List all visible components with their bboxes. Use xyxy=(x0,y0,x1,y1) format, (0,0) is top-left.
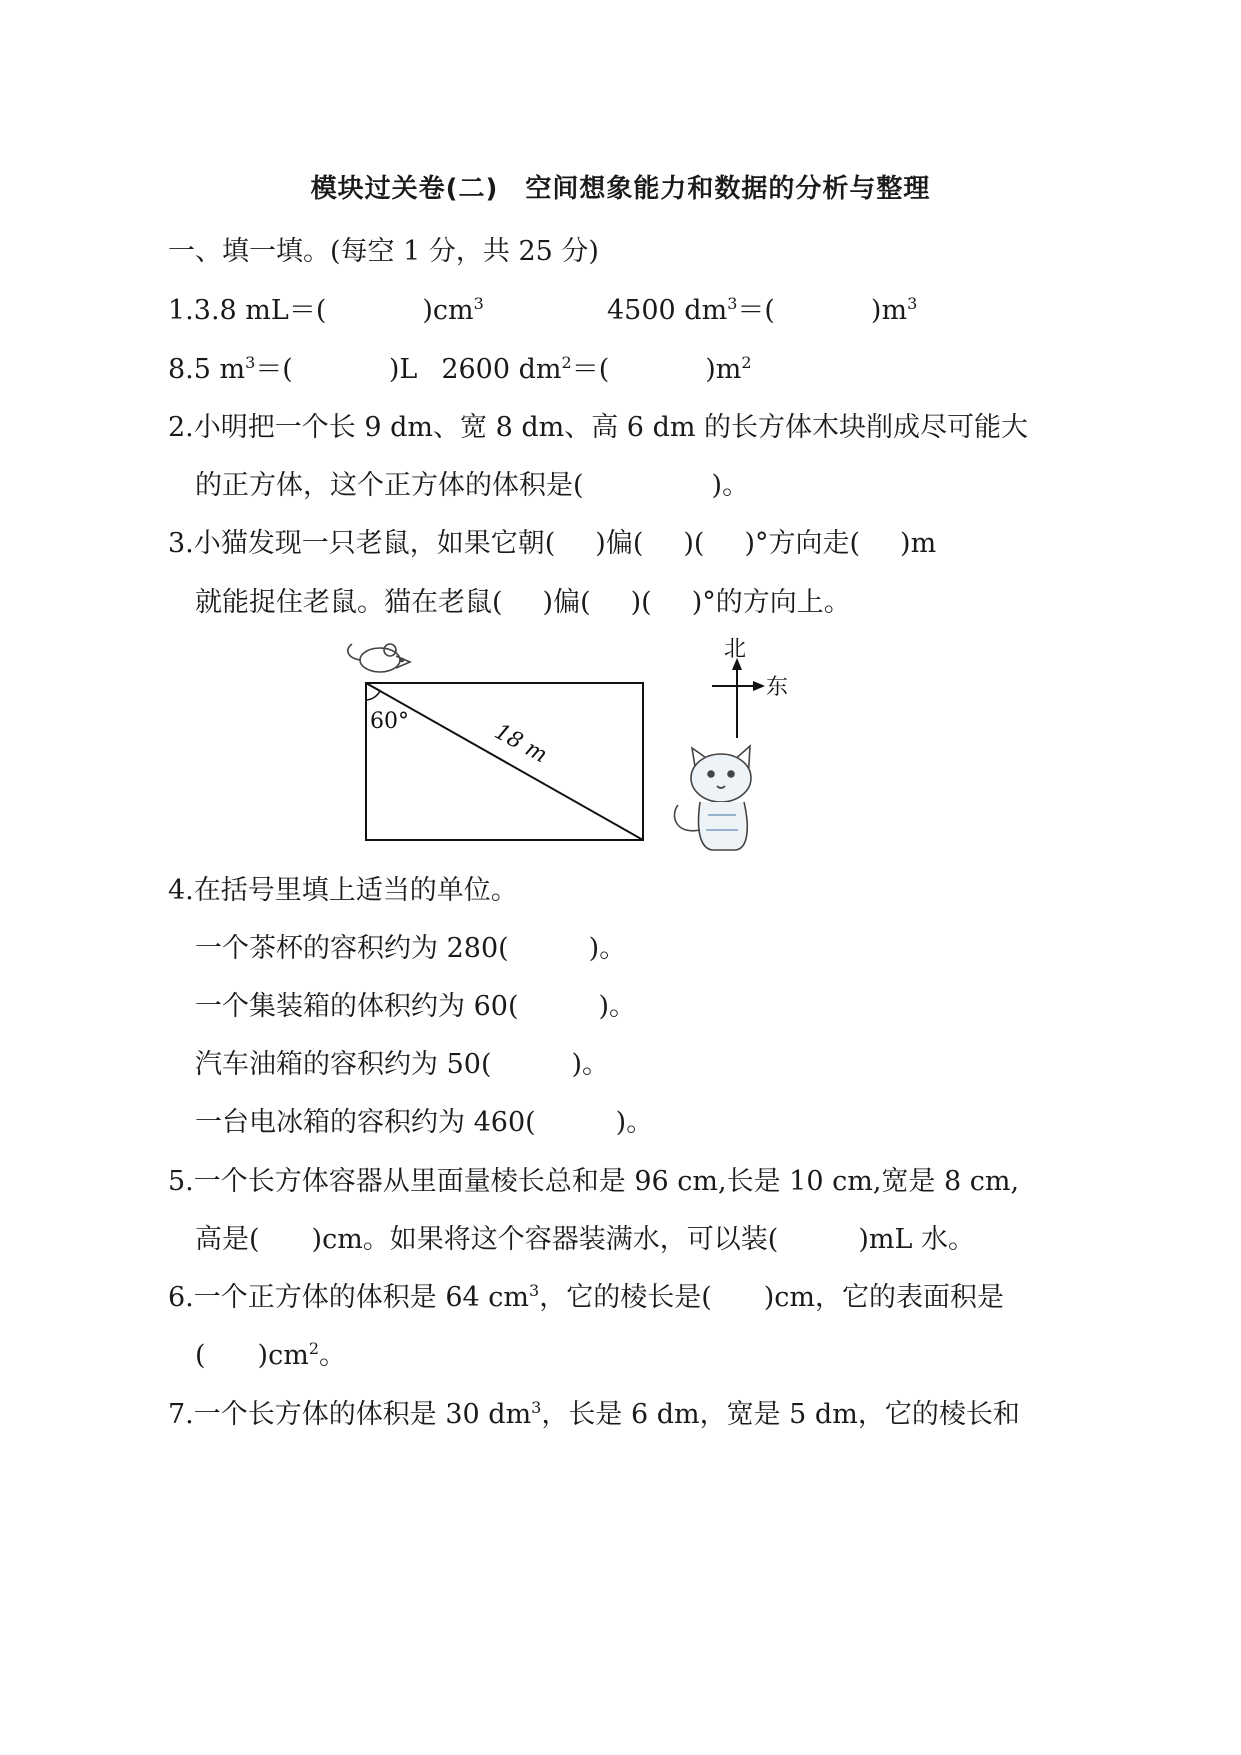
q1-line1 xyxy=(168,294,484,326)
q3-figure xyxy=(340,630,900,870)
page-title: 模块过关卷(二) 空间想象能力和数据的分析与整理 xyxy=(310,174,931,204)
q1-a-unit: )cm xyxy=(422,295,474,326)
q4-item4-text: 一台电冰箱的容积约为 460( xyxy=(195,1107,536,1138)
q1-a-exp: 3 xyxy=(473,294,484,313)
compass-east: 东 xyxy=(766,675,789,700)
q4-item3-end: )。 xyxy=(571,1049,610,1080)
q4-item xyxy=(195,1051,609,1078)
section-heading: 一、填一填。(每空 1 分，共 25 分) xyxy=(168,236,599,267)
q1-b-unit-exp: 3 xyxy=(907,294,918,313)
q1-d-eq: ＝( xyxy=(571,354,610,385)
q5-line1: 5.一个长方体容器从里面量棱长总和是 96 cm,长是 10 cm,宽是 8 cm, xyxy=(168,1166,1020,1197)
q3-l2d: )°的方向上。 xyxy=(691,587,851,618)
cat-illustration xyxy=(674,746,751,850)
q2-line2b: )。 xyxy=(711,470,750,501)
q3-l1e: )m xyxy=(900,528,937,559)
q6-l2a: ( xyxy=(195,1340,206,1371)
q3-l1b: )偏( xyxy=(595,528,644,559)
q3-l1d: )°方向走( xyxy=(744,528,861,559)
q4-item2-end: )。 xyxy=(598,991,637,1022)
compass-icon xyxy=(712,658,765,738)
q7-l1a: 7.一个长方体的体积是 30 dm xyxy=(168,1399,532,1430)
q1-c-text: 8.5 m xyxy=(168,354,246,385)
q5-l2c: )mL 水。 xyxy=(858,1224,975,1255)
q1-line2 xyxy=(168,353,752,385)
q1-d-unit: )m xyxy=(705,354,742,385)
q1-c-exp: 3 xyxy=(245,353,256,372)
q6-line2 xyxy=(195,1339,346,1371)
q6-line1 xyxy=(168,1281,1005,1313)
q1-b-unit: )m xyxy=(870,295,908,326)
q6-l1b: ，它的棱长是( xyxy=(539,1282,712,1313)
q6-l2c: 。 xyxy=(319,1340,346,1371)
q4-item1-end: )。 xyxy=(588,933,627,964)
q1-c-eq: ＝( xyxy=(255,354,293,385)
q2-line2 xyxy=(195,472,749,499)
q1-d-text: 2600 dm xyxy=(441,354,562,385)
q4-item xyxy=(195,935,626,962)
q5-l2b: )cm。如果将这个容器装满水，可以装( xyxy=(311,1224,779,1255)
q7-l1b: ，长是 6 dm，宽是 5 dm，它的棱长和 xyxy=(541,1399,1020,1430)
q4-item2-text: 一个集装箱的体积约为 60( xyxy=(195,991,519,1022)
q6-l1c: )cm，它的表面积是 xyxy=(763,1282,1005,1313)
q4-heading: 4.在括号里填上适当的单位。 xyxy=(168,875,518,906)
q4-item xyxy=(195,1109,653,1136)
q6-l1a: 6.一个正方体的体积是 64 cm xyxy=(168,1282,530,1313)
q5-l2a: 高是( xyxy=(195,1224,260,1255)
q3-l1c: )( xyxy=(683,528,705,559)
compass-north: 北 xyxy=(724,637,747,662)
q1-c-unit: )L xyxy=(388,354,418,385)
mouse-illustration xyxy=(348,644,410,672)
q1-d-exp: 2 xyxy=(561,353,572,372)
q3-l2b: )偏( xyxy=(542,587,591,618)
q1-b-text: 4500 dm xyxy=(607,295,728,326)
angle-arc xyxy=(366,691,380,700)
q1-line1b xyxy=(607,294,918,326)
q3-line1 xyxy=(168,530,936,557)
q4-item1-text: 一个茶杯的容积约为 280( xyxy=(195,933,509,964)
q6-l2-exp: 2 xyxy=(308,1339,319,1358)
q4-item4-end: )。 xyxy=(615,1107,654,1138)
q1-b-exp: 3 xyxy=(727,294,738,313)
q6-l1-exp: 3 xyxy=(529,1281,540,1300)
q4-item3-text: 汽车油箱的容积约为 50( xyxy=(195,1049,492,1080)
q1-b-eq: ＝( xyxy=(737,295,775,326)
q3-l2c: )( xyxy=(630,587,652,618)
q7-line1 xyxy=(168,1398,1020,1430)
q5-line2 xyxy=(195,1226,975,1253)
q1-d-unit-exp: 2 xyxy=(741,353,752,372)
diagonal-path xyxy=(366,683,643,840)
q7-l1-exp: 3 xyxy=(531,1398,542,1417)
q3-l2a: 就能捉住老鼠。猫在老鼠( xyxy=(195,587,503,618)
q6-l2b: )cm xyxy=(257,1340,309,1371)
q3-line2 xyxy=(195,589,851,616)
q4-item xyxy=(195,993,636,1020)
q2-line2a: 的正方体，这个正方体的体积是( xyxy=(195,470,584,501)
q3-l1a: 3.小猫发现一只老鼠，如果它朝( xyxy=(168,528,556,559)
q2-line1: 2.小明把一个长 9 dm、宽 8 dm、高 6 dm 的长方体木块削成尽可能大 xyxy=(168,412,1029,443)
distance-label: 18 m xyxy=(490,719,552,769)
angle-label: 60° xyxy=(370,709,409,734)
q1-a-text: 1.3.8 mL＝( xyxy=(168,295,327,326)
